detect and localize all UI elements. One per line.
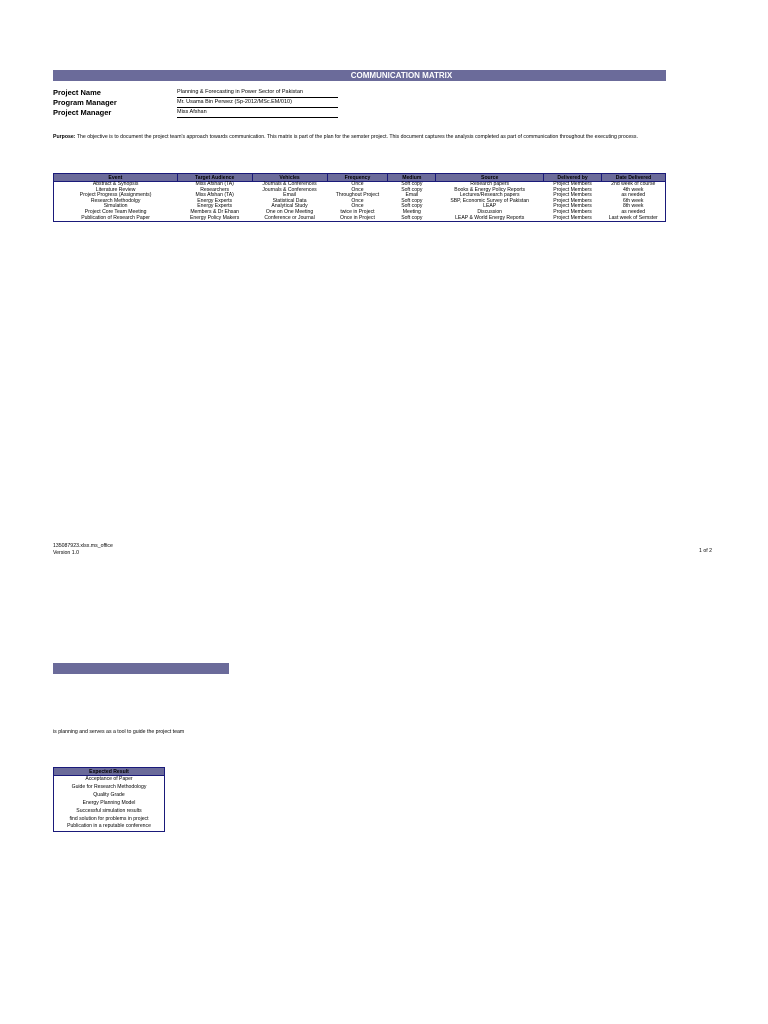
table-cell: Soft copy <box>401 197 423 204</box>
table-cell: Research Methodolgy <box>90 197 141 204</box>
table-cell: Journals & Conferences <box>262 186 317 193</box>
table-cell: Soft copy <box>401 181 423 187</box>
table-cell: 2nd week of course <box>611 181 656 187</box>
banner-title: COMMUNICATION MATRIX <box>350 71 453 80</box>
table-row <box>54 784 165 792</box>
table-cell: Project Core Team Meeting <box>84 208 147 215</box>
table-row <box>54 808 165 816</box>
table-row <box>54 800 165 808</box>
table-cell: Miss Afshan (TA) <box>195 181 234 187</box>
project-manager-label: Project Manager <box>53 108 112 117</box>
table-cell: Once <box>351 203 364 210</box>
table-cell: Project Members <box>553 192 592 199</box>
column-header: Source <box>436 174 544 182</box>
table-cell: Acceptance of Paper <box>85 776 133 782</box>
table-cell: 8th week <box>623 203 644 210</box>
column-header: Date Delivered <box>602 174 666 182</box>
table-cell: Last week of Semster <box>608 214 658 221</box>
column-header: Expected Result <box>54 768 165 776</box>
table-cell: Once in Project <box>340 214 375 221</box>
footer-version: Version 1.0 <box>53 549 79 556</box>
table-cell: Conference or Journal <box>264 214 315 221</box>
table-cell: Analytical Study <box>271 203 308 210</box>
table-cell: One on One Meeting <box>265 208 314 215</box>
table-cell: Statistical Data <box>272 197 307 204</box>
purpose-label: Purpose: <box>53 134 76 140</box>
table-cell: Project Members <box>553 208 592 215</box>
page2-text-fragment: is planning and serves as a tool to guide the project team <box>53 729 185 735</box>
footer-info <box>53 543 113 556</box>
table-cell: Abstract & Synopsis <box>92 181 139 187</box>
table-cell: Successful simulation results <box>76 807 142 814</box>
table-cell: Project Members <box>553 186 592 193</box>
table-cell: Email <box>283 192 296 199</box>
table-row <box>54 823 165 831</box>
table-cell: Simulation <box>103 203 128 210</box>
table-cell: Literature Review <box>95 186 136 193</box>
column-header: Medium <box>388 174 436 182</box>
table-cell: Quality Grade <box>93 791 125 798</box>
table-cell: Energy Experts <box>197 197 233 204</box>
table-cell: as needed <box>621 192 646 199</box>
table-row <box>54 776 165 784</box>
table-cell: LEAP <box>483 203 497 210</box>
expected-results-table <box>53 767 165 832</box>
table-cell: Project Members <box>553 203 592 210</box>
footer-filename: 135087923.xlsx.ms_office <box>53 543 113 549</box>
table-cell: Members & Dr Ehsan <box>190 208 240 215</box>
results-header-row <box>54 768 165 776</box>
table-cell: 6th week <box>623 197 644 204</box>
table-cell: Energy Planning Model <box>82 799 136 806</box>
communication-matrix-table <box>53 173 666 222</box>
page-number: 1 of 2 <box>699 548 712 554</box>
table-cell: Soft copy <box>401 203 423 210</box>
table-cell: Discussion <box>477 208 502 215</box>
table-row <box>54 816 165 824</box>
table-cell: Once <box>351 181 364 187</box>
table-cell: Researchers <box>200 186 230 193</box>
project-name-value: Planning & Forecasting in Power Sector of Pakistan <box>177 88 338 98</box>
table-cell: Project Members <box>553 197 592 204</box>
table-cell: Email <box>405 192 419 199</box>
table-cell: Energy Policy Makers <box>190 214 240 221</box>
table-cell: Project Members <box>553 214 592 221</box>
table-cell: Journals & Conferences <box>262 181 317 187</box>
table-cell: Throughout Project <box>335 192 380 199</box>
column-header: Event <box>54 174 178 182</box>
table-cell: Once <box>351 197 364 204</box>
project-name-label: Project Name <box>53 88 101 97</box>
table-cell: as needed <box>621 208 646 215</box>
column-header: Vehicles <box>252 174 327 182</box>
purpose-text: The objective is to document the project team's approach towards communication. This matrix is part of the plan for the semster project. This document captures the analysis completed as part of communication throughout the executing process. <box>76 134 638 140</box>
table-cell: Publication in a reputable conference <box>67 823 151 830</box>
table-cell: Books & Energy Policy Reports <box>454 186 526 193</box>
table-cell: Energy Experts <box>197 203 233 210</box>
page2-header-bar <box>53 663 229 674</box>
table-row <box>54 216 666 222</box>
table-cell: Project Members <box>553 181 592 187</box>
table-cell: Publication of Research Paper <box>81 214 151 221</box>
table-cell: 4th week <box>623 186 644 193</box>
column-header: Delivered by <box>544 174 602 182</box>
table-cell: Meeting <box>402 208 421 215</box>
column-header: Target Audience <box>177 174 252 182</box>
table-cell: Research papers <box>470 181 510 187</box>
column-header: Frequency <box>327 174 388 182</box>
communication-matrix-banner <box>53 70 666 81</box>
table-cell: Soft copy <box>401 214 423 221</box>
table-cell: find solution for problems in project <box>69 815 149 822</box>
program-manager-value: Mr. Usama Bin Perwez (Sp-2012/MSc.EM/010) <box>177 98 338 108</box>
table-cell: Project Progress (Assignments) <box>79 192 152 199</box>
project-manager-value: Miss Afshan <box>177 108 338 118</box>
table-cell: Soft copy <box>401 186 423 193</box>
purpose-statement <box>53 134 673 142</box>
table-cell: Guide for Research Methodology <box>71 783 147 790</box>
program-manager-label: Program Manager <box>53 98 117 107</box>
table-row <box>54 792 165 800</box>
table-cell: LEAP & World Energy Reports <box>455 214 525 221</box>
table-cell: twice in Project <box>340 208 375 215</box>
table-cell: Once <box>351 186 364 193</box>
table-cell: Lectures/Research papers <box>459 192 520 199</box>
table-cell: SBP, Economic Survey of Pakistan <box>450 197 529 204</box>
table-cell: Miss Afshan (TA) <box>195 192 234 199</box>
